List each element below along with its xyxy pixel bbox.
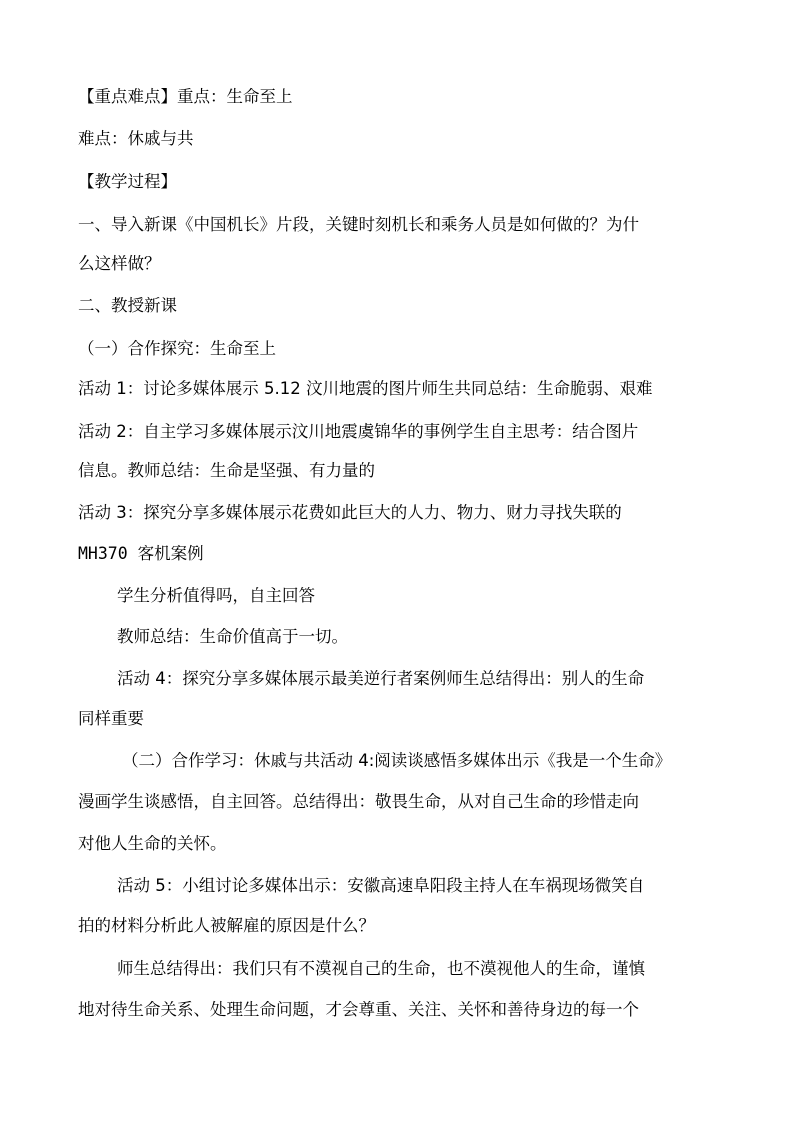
activity-5-line-2: 拍的材料分析此人被解雇的原因是什么？ <box>78 916 375 935</box>
key-points-line: 【重点难点】重点：生命至上 <box>78 87 293 106</box>
activity-5-line-1: 活动 5：小组讨论多媒体出示：安徽高速阜阳段主持人在车祸现场微笑自 <box>117 876 645 895</box>
activity-4-line-2: 同样重要 <box>78 709 144 728</box>
final-summary-line-1: 师生总结得出：我们只有不漠视自己的生命，也不漠视他人的生命，谨慎 <box>117 959 645 978</box>
activity-3-line-1: 活动 3：探究分享多媒体展示花费如此巨大的人力、物力、财力寻找失联的 <box>78 503 622 522</box>
process-heading: 【教学过程】 <box>78 172 177 191</box>
teacher-summary-line: 教师总结：生命价值高于一切。 <box>117 627 348 646</box>
activity-1-line: 活动 1：讨论多媒体展示 5.12 汶川地震的图片师生共同总结：生命脆弱、艰难 <box>78 379 653 398</box>
activity-2-line-2: 信息。教师总结：生命是坚强、有力量的 <box>78 461 375 480</box>
activity-4-line-1: 活动 4：探究分享多媒体展示最美逆行者案例师生总结得出：别人的生命 <box>117 669 645 688</box>
subsection-1-heading: （一）合作探究：生命至上 <box>78 339 276 358</box>
student-analysis-line: 学生分析值得吗，自主回答 <box>117 586 315 605</box>
section-2-heading: 二、教授新课 <box>78 296 177 315</box>
final-summary-line-2: 地对待生命关系、处理生命问题，才会尊重、关注、关怀和善待身边的每一个 <box>78 1000 639 1019</box>
activity-3-line-2: MH370 客机案例 <box>78 544 204 563</box>
difficulty-line: 难点：休戚与共 <box>78 129 194 148</box>
subsection-2-line-1: （二）合作学习：休戚与共活动 4:阅读谈感悟多媒体出示《我是一个生命》 <box>122 751 672 770</box>
intro-line-1: 一、导入新课《中国机长》片段，关键时刻机长和乘务人员是如何做的？为什 <box>78 215 639 234</box>
subsection-2-line-2: 漫画学生谈感悟，自主回答。总结得出：敬畏生命，从对自己生命的珍惜走向 <box>78 792 639 811</box>
activity-2-line-1: 活动 2：自主学习多媒体展示汶川地震虞锦华的事例学生自主思考：结合图片 <box>78 422 639 441</box>
intro-line-2: 么这样做？ <box>78 254 161 273</box>
subsection-2-line-3: 对他人生命的关怀。 <box>78 834 227 853</box>
